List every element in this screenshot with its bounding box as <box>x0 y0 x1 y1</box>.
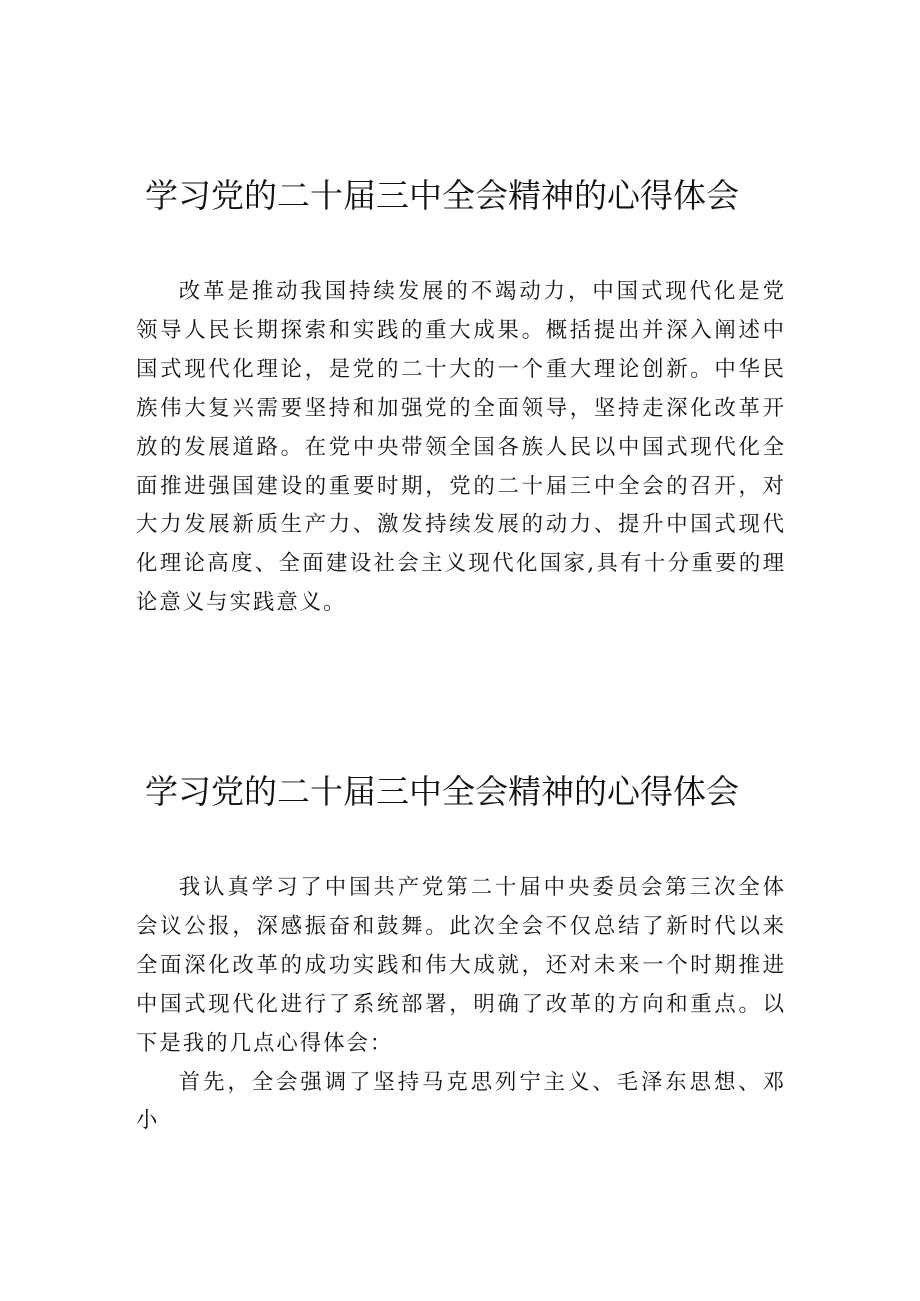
section-2-title: 学习党的二十届三中全会精神的心得体会 <box>145 772 739 811</box>
section-1-title: 学习党的二十届三中全会精神的心得体会 <box>145 176 739 215</box>
section-2-paragraph-2: 首先，全会强调了坚持马克思列宁主义、毛泽东思想、邓小 <box>136 1069 786 1134</box>
section-1-paragraph-1: 改革是推动我国持续发展的不竭动力，中国式现代化是党领导人民长期探索和实践的重大成果。概括提出并深入阐述中国式现代化理论，是党的二十大的一个重大理论创新。中华民族伟大复兴需要坚持和加强党的全面领导，坚持走深化改革开放的发展道路。在党中央带领全国各族人民以中国式现代化全面推进强国建设的重要时期，党的二十届三中全会的召开，对大力发展新质生产力、激发持续发展的动力、提升中国式现代化理论高度、全面建设社会主义现代化国家,具有十分重要的理论意义与实践意义。 <box>136 279 786 616</box>
section-2 <box>136 764 786 1141</box>
section-1 <box>136 168 786 623</box>
section-2-paragraph-1: 我认真学习了中国共产党第二十届中央委员会第三次全体会议公报，深感振奋和鼓舞。此次全会不仅总结了新时代以来全面深化改革的成功实践和伟大成就，还对未来一个时期推进中国式现代化进行了系统部署，明确了改革的方向和重点。以下是我的几点心得体会： <box>136 875 786 1056</box>
